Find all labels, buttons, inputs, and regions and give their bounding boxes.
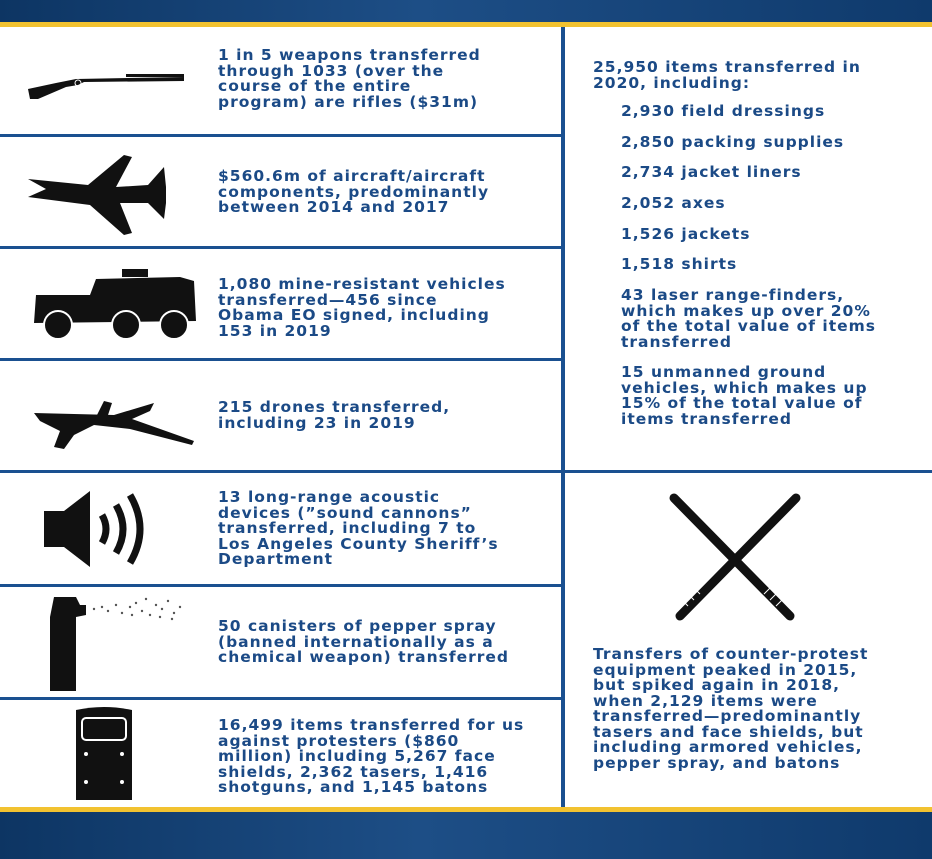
rifle-icon (26, 69, 186, 101)
list-item: 2,850 packing supplies (621, 133, 845, 151)
item-drones (0, 361, 561, 470)
sound-cannons-text: 13 long-range acoustic devices (”sound cannons” transferred, including 7 to Los Angeles County Sheriff’s Department (218, 488, 499, 568)
speaker-icon (44, 489, 152, 569)
armored-vehicle-icon (30, 267, 200, 341)
list-item: 43 laser range-finders, which makes up over 20% of the total value of items transferred (621, 286, 876, 351)
item-aircraft (0, 137, 561, 246)
crossed-batons-icon (660, 490, 810, 624)
list-item: 2,930 field dressings (621, 102, 826, 120)
item-pepper-spray (0, 587, 561, 697)
rifles-text: 1 in 5 weapons transferred through 1033 (over the course of the entire program) are rifles ($31m) (218, 46, 481, 111)
list-item: 2,052 axes (621, 194, 726, 212)
drones-text: 215 drones transferred, including 23 in 2019 (218, 398, 451, 432)
pepper-spray-text: 50 canisters of pepper spray (banned internationally as a chemical weapon) transferred (218, 617, 510, 666)
column-divider (561, 27, 565, 807)
fighter-jet-icon (28, 153, 168, 237)
list-item: 2,734 jacket liners (621, 163, 802, 181)
item-sound-cannons (0, 473, 561, 584)
item-vehicles (0, 249, 561, 358)
bottom-band (0, 812, 932, 859)
top-band (0, 0, 932, 22)
counter-protest-text: Transfers of counter-protest equipment peaked in 2015, but spiked again in 2018, when 2,129 items were transferred—predominantly tasers and face shields, but including armored vehicles, pepper spray, and batons (593, 645, 869, 772)
riot-shield-icon (72, 706, 136, 804)
list-item: 1,526 jackets (621, 225, 751, 243)
aircraft-text: $560.6m of aircraft/aircraft components, predominantly between 2014 and 2017 (218, 167, 490, 216)
transfers-2020-heading: 25,950 items transferred in 2020, including: (593, 58, 861, 92)
vehicles-text: 1,080 mine-resistant vehicles transferred—456 since Obama EO signed, including 153 in 2019 (218, 275, 506, 340)
item-rifles (0, 27, 561, 134)
drone-icon (34, 391, 196, 451)
item-protest-equipment (0, 700, 561, 807)
protest-equipment-text: 16,499 items transferred for us against protesters ($860 million) including 5,267 face shields, 2,362 tasers, 1,416 shotguns, and 1,145 batons (218, 716, 525, 796)
list-item: 1,518 shirts (621, 255, 738, 273)
list-item: 15 unmanned ground vehicles, which makes up 15% of the total value of items transferred (621, 363, 868, 428)
pepper-spray-icon (46, 595, 188, 691)
